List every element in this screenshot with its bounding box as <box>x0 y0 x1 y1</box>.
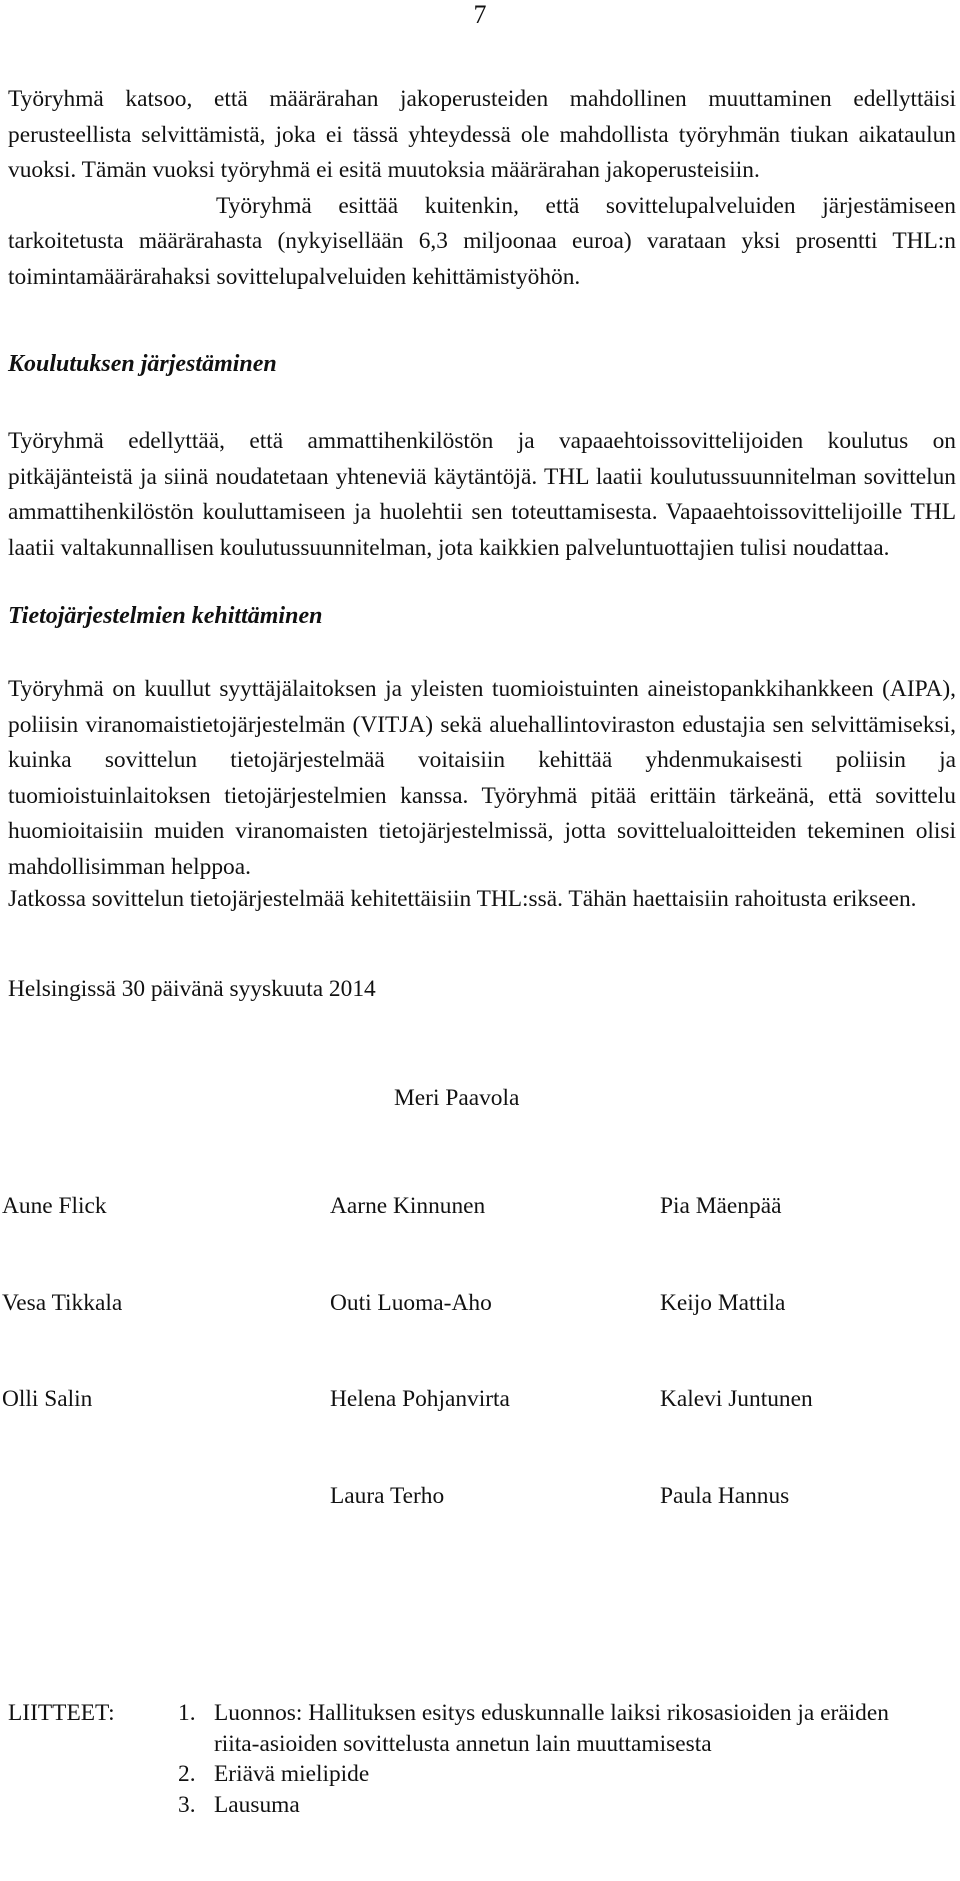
paragraph-development-funding: Työryhmä esittää kuitenkin, että sovittelupalveluiden järjestämiseen tarkoitetusta määrärahasta (nykyisellään 6,3 miljoonaa euroa) varataan yksi prosentti THL:n toimintamäärärahaksi sovittelupalveluiden kehittämistyöhön. <box>8 192 956 290</box>
signature-member: Outi Luoma-Aho <box>330 1290 492 1316</box>
attachment-number: 3. <box>178 1791 196 1818</box>
heading-training: Koulutuksen järjestäminen <box>8 351 277 377</box>
signature-member: Vesa Tikkala <box>2 1290 123 1316</box>
signature-member: Aarne Kinnunen <box>330 1193 486 1219</box>
attachment-item <box>178 1759 938 1790</box>
attachment-number: 1. <box>178 1700 196 1726</box>
attachment-number: 2. <box>178 1761 196 1787</box>
paragraph-future-development: Jatkossa sovittelun tietojärjestelmää kehitettäisiin THL:ssä. Tähän haettaisiin rahoitusta erikseen. <box>8 886 917 912</box>
signature-member: Kalevi Juntunen <box>660 1386 813 1412</box>
paragraph-information-systems: Työryhmä on kuullut syyttäjälaitoksen ja yleisten tuomioistuinten aineistopankkihankkeen (AIPA), poliisin viranomaistietojärjestelmän (VITJA) sekä aluehallintoviraston edustajia sen selvittämiseksi, kuinka sovittelun tietojärjestelmää voitaisiin kehittää yhdenmukaisesti poliisin ja tuomioistuinlaitoksen tietojärjestelmien kanssa. Työryhmä pitää erittäin tärkeänä, että sovittelu huomioitaisiin muiden viranomaisten tietojärjestelmissä, jotta sovittelualoitteiden tekeminen olisi mahdollisimman helppoa. <box>8 676 956 880</box>
funding-section <box>8 882 956 918</box>
paragraph-training: Työryhmä edellyttää, että ammattihenkilöstön ja vapaaehtoissovittelijoiden koulutus on pitkäjänteistä ja siinä noudatetaan yhteneviä käytäntöjä. THL laatii koulutussuunnitelman sovittelun ammattihenkilöstön kouluttamiseen ja huolehtii sen toteuttamisesta. Vapaaehtoissovittelijoille THL laatii valtakunnallisen koulutussuunnitelman, jota kaikkien palveluntuottajien tulisi noudattaa. <box>8 428 956 561</box>
information-systems-section <box>8 672 956 885</box>
attachments-list <box>178 1698 938 1820</box>
place-and-date: Helsingissä 30 päivänä syyskuuta 2014 <box>8 976 376 1002</box>
attachment-title: Eriävä mielipide <box>214 1761 370 1787</box>
paragraph-allocation-criteria: Työryhmä katsoo, että määrärahan jakoperusteiden mahdollinen muuttaminen edellyttäisi perusteellista selvittämistä, joka ei tässä yhteydessä ole mahdollista työryhmän tiukan aikataulun vuoksi. Tämän vuoksi työryhmä ei esitä muutoksia määrärahan jakoperusteisiin. <box>8 86 956 183</box>
training-section <box>8 424 956 566</box>
signature-member: Olli Salin <box>2 1386 93 1412</box>
attachment-title: Lausuma <box>214 1791 300 1818</box>
attachments-label: LIITTEET: <box>8 1700 115 1726</box>
page-number: 7 <box>473 0 487 29</box>
intro-section <box>8 82 956 295</box>
signature-member: Pia Mäenpää <box>660 1193 782 1219</box>
signature-member: Laura Terho <box>330 1483 445 1509</box>
signature-member: Keijo Mattila <box>660 1290 786 1316</box>
signature-member: Helena Pohjanvirta <box>330 1386 510 1412</box>
attachment-item <box>178 1790 938 1821</box>
attachment-item <box>178 1698 938 1759</box>
signature-member: Paula Hannus <box>660 1483 790 1509</box>
signature-member: Aune Flick <box>2 1193 107 1219</box>
attachment-title: Luonnos: Hallituksen esitys eduskunnalle laiksi rikosasioiden ja eräiden riita-asioiden sovittelusta annetun lain muuttamisesta <box>214 1700 889 1757</box>
signature-chair: Meri Paavola <box>394 1085 520 1111</box>
heading-information-systems: Tietojärjestelmien kehittäminen <box>8 603 323 629</box>
